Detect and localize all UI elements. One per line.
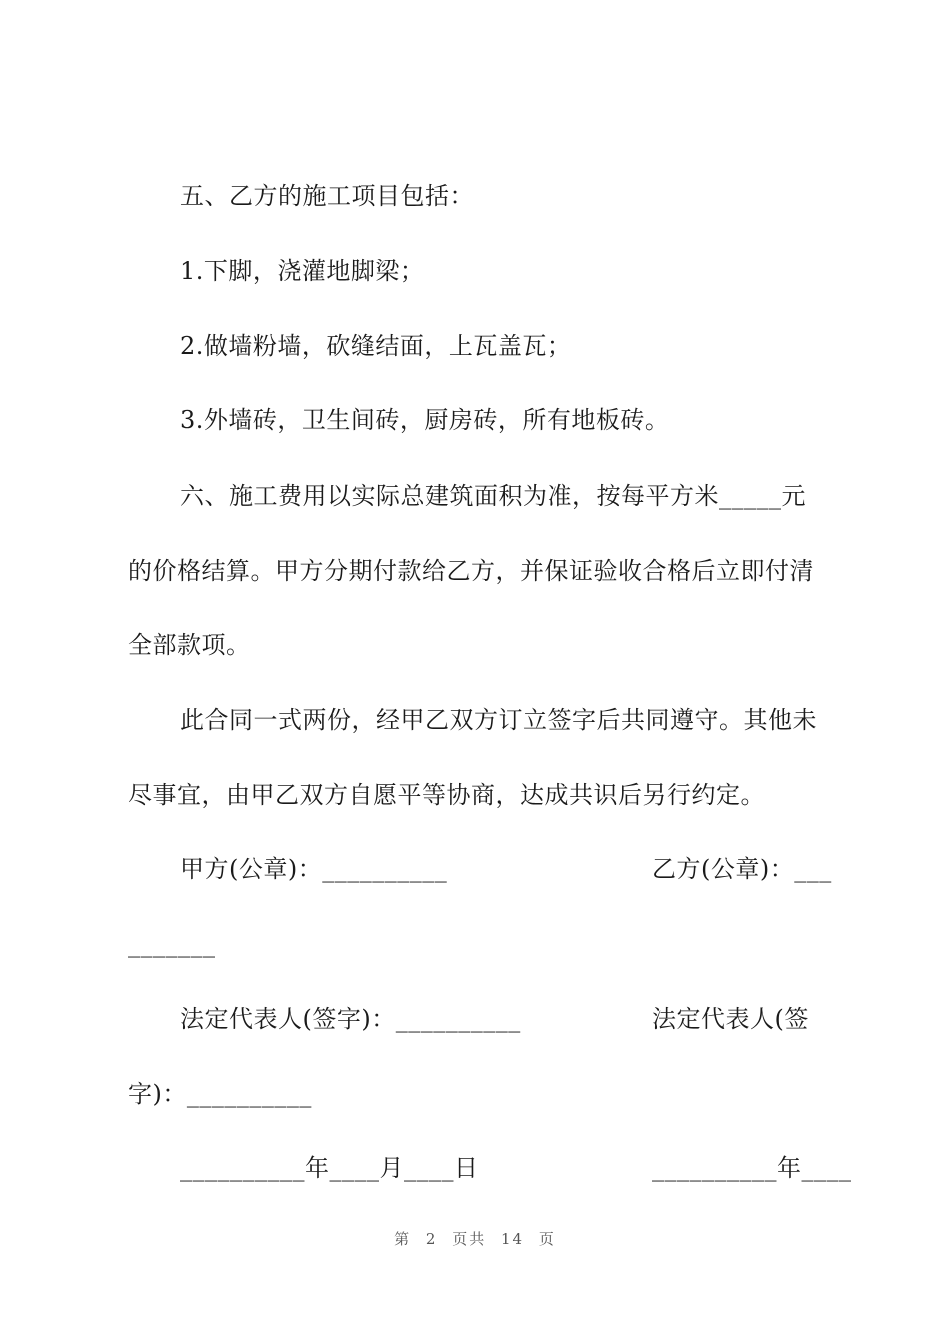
party-a-representative-field: 法定代表人(签字)：__________ <box>180 1005 521 1033</box>
page-number-footer <box>0 1228 950 1249</box>
party-b-date-field: __________年____ <box>652 1154 852 1182</box>
clause-five-heading: 五、乙方的施工项目包括： <box>180 182 474 210</box>
closing-clause-line-1: 此合同一式两份，经甲乙双方订立签字后共同遵守。其他未 <box>180 706 817 734</box>
clause-six-line-2: 的价格结算。甲方分期付款给乙方，并保证验收合格后立即付清 <box>128 557 814 585</box>
clause-six-line-3: 全部款项。 <box>128 631 251 659</box>
party-a-seal-field: 甲方(公章)：__________ <box>180 855 448 883</box>
clause-five-item-1: 1.下脚，浇灌地脚梁； <box>180 257 425 285</box>
clause-five-item-2: 2.做墙粉墙，砍缝结面，上瓦盖瓦； <box>180 332 572 360</box>
party-b-representative-field-continued: 字)：__________ <box>128 1080 312 1108</box>
party-b-seal-field: 乙方(公章)：___ <box>652 855 832 883</box>
page-label-suffix: 页 <box>538 1230 556 1248</box>
clause-six-line-1: 六、施工费用以实际总建筑面积为准，按每平方米_____元 <box>180 482 806 510</box>
party-a-date-field: __________年____月____日 <box>180 1154 479 1182</box>
page-current: 2 <box>425 1230 438 1248</box>
closing-clause-line-2: 尽事宜，由甲乙双方自愿平等协商，达成共识后另行约定。 <box>128 781 765 809</box>
page-label-mid: 页共 <box>452 1230 487 1248</box>
clause-five-item-3: 3.外墙砖，卫生间砖，厨房砖，所有地板砖。 <box>180 406 670 434</box>
party-b-representative-field: 法定代表人(签 <box>652 1005 809 1033</box>
page-label-prefix: 第 <box>394 1230 412 1248</box>
party-b-seal-field-continued: _______ <box>128 930 216 958</box>
page-total: 14 <box>501 1230 525 1248</box>
